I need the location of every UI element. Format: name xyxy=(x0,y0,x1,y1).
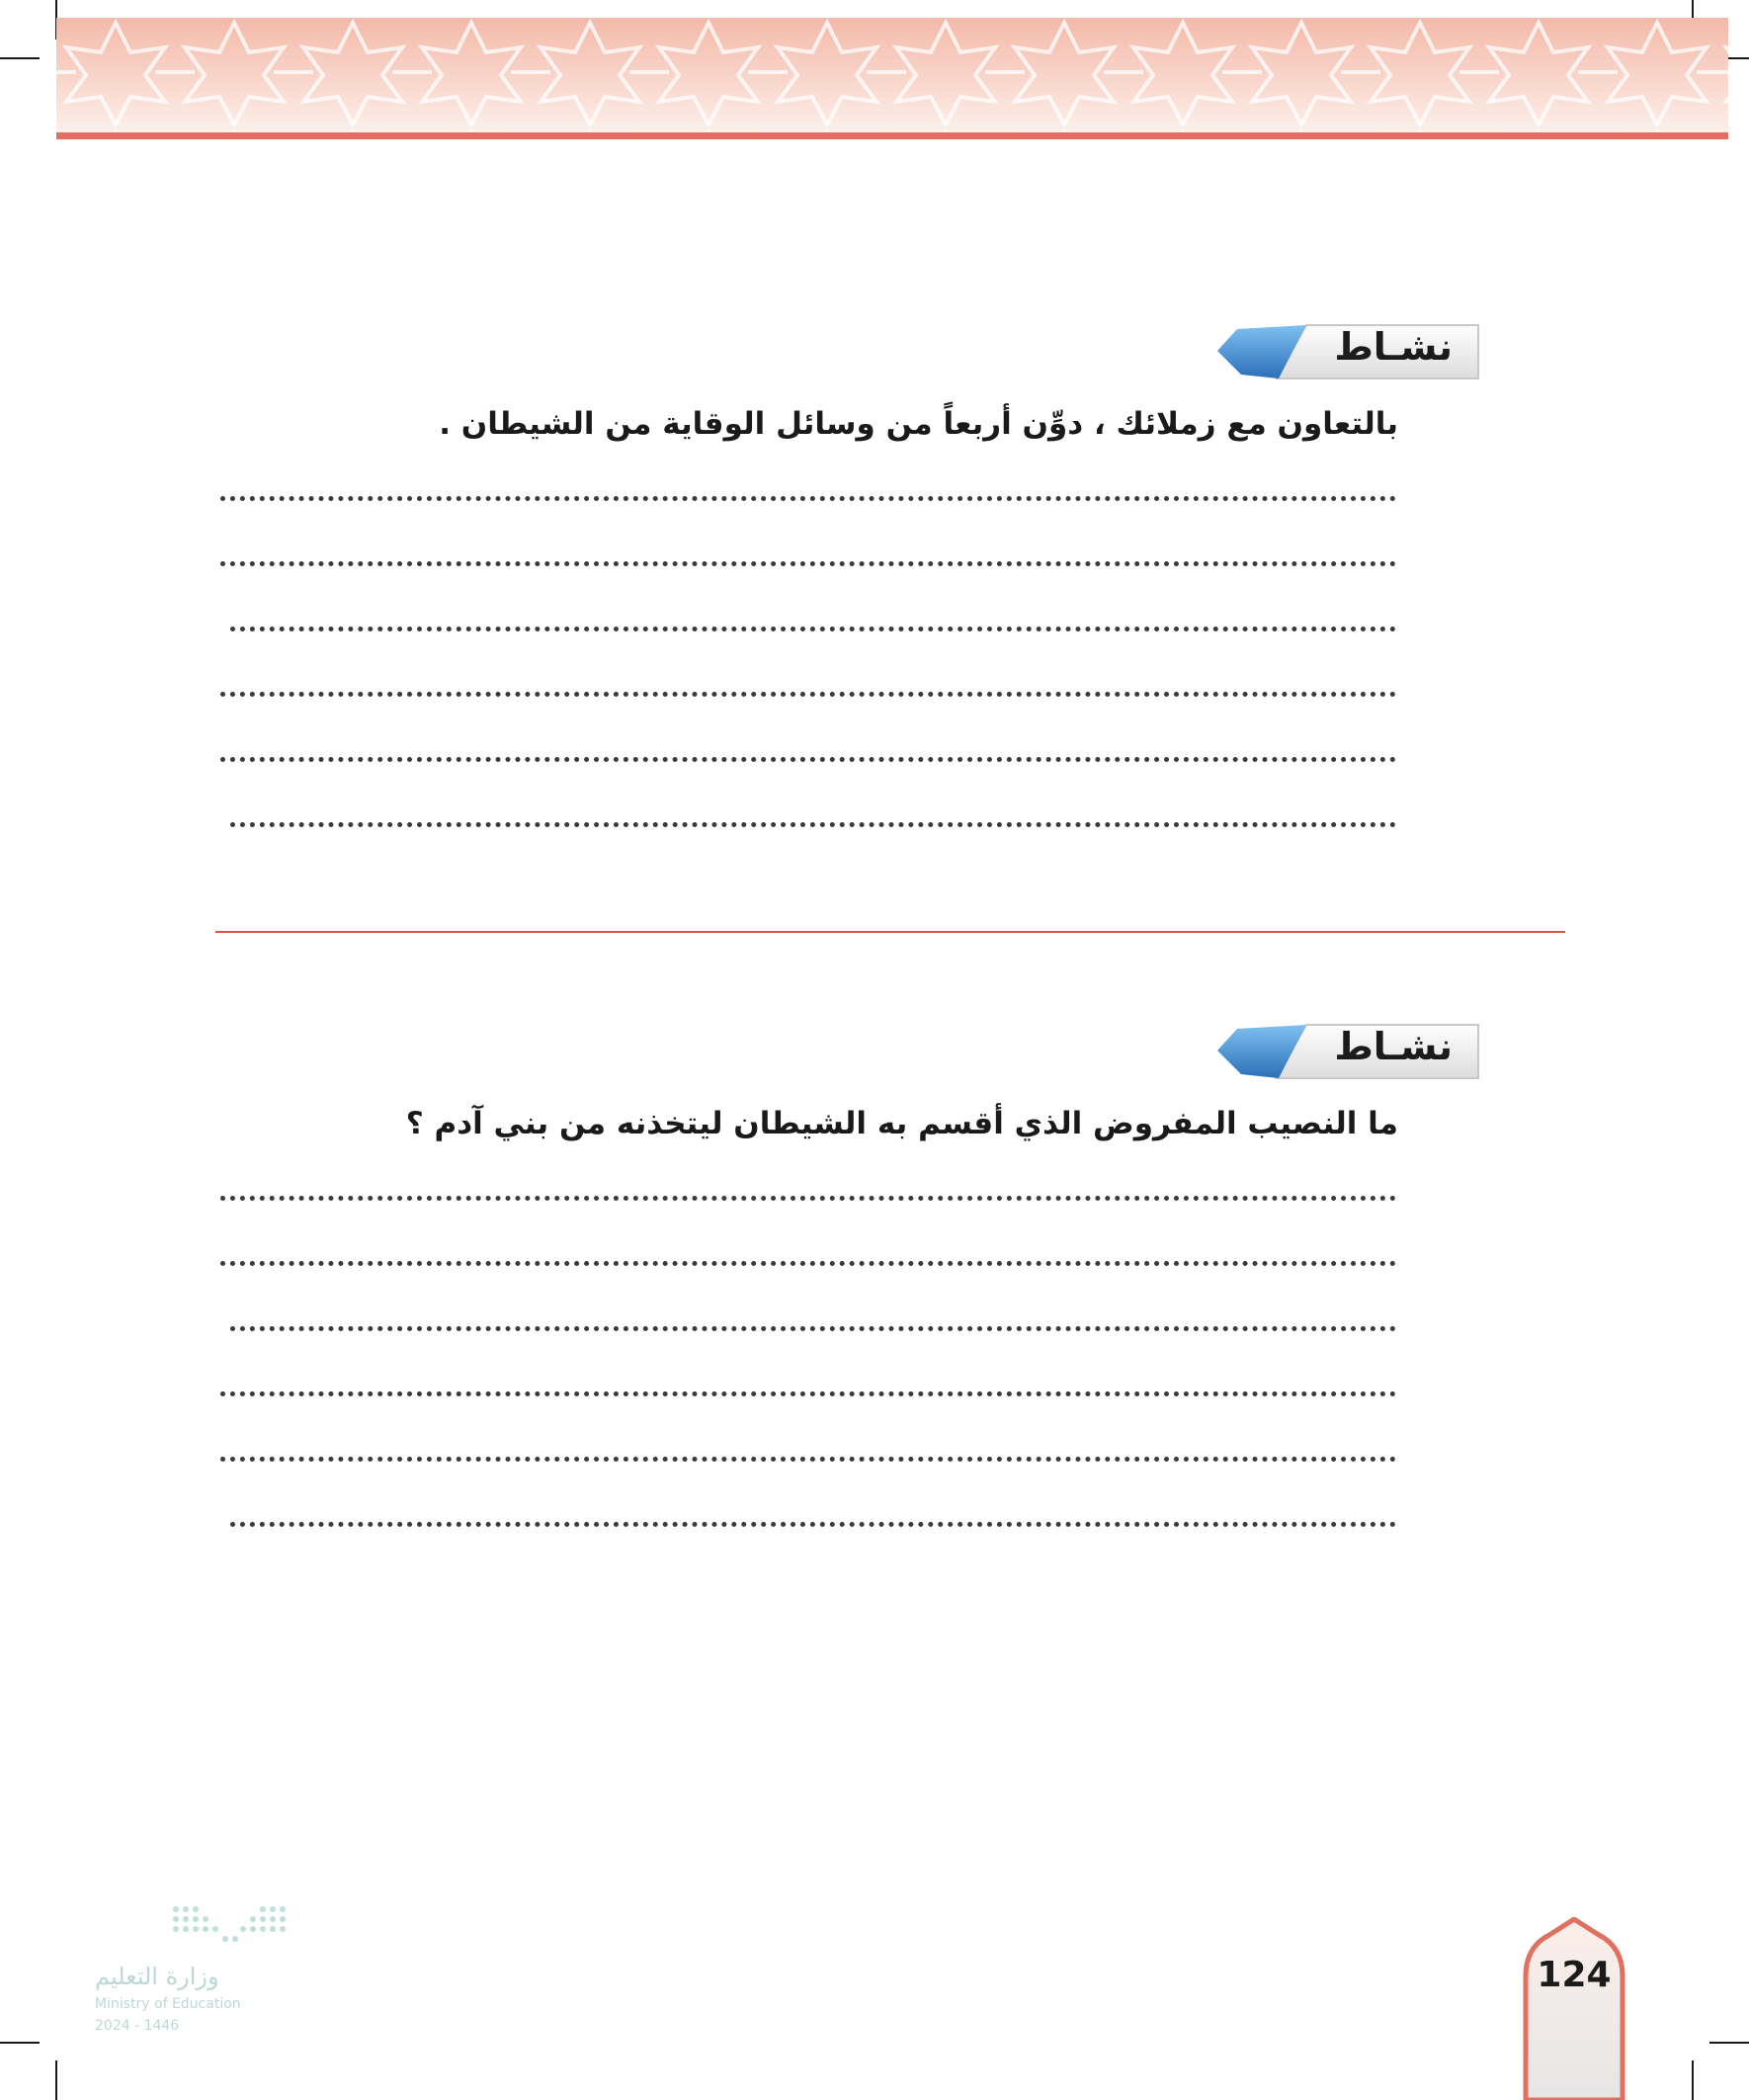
crop-mark xyxy=(0,2042,40,2044)
page-number-tab xyxy=(1520,1917,1628,2100)
answer-line[interactable] xyxy=(220,496,1396,501)
answer-line[interactable] xyxy=(230,1326,1396,1331)
answer-line[interactable] xyxy=(220,1391,1396,1396)
answer-line[interactable] xyxy=(220,561,1396,566)
crop-mark xyxy=(1692,2060,1694,2100)
ministry-name-ar: وزارة التعليم xyxy=(95,1963,219,1990)
section-divider xyxy=(215,931,1565,933)
activity-question: بالتعاون مع زملائك ، دوِّن أربعاً من وسائل الوقاية من الشيطان . xyxy=(439,406,1398,442)
answer-line[interactable] xyxy=(220,1196,1396,1201)
crop-mark xyxy=(55,2060,57,2100)
answer-line[interactable] xyxy=(220,1457,1396,1462)
answer-line[interactable] xyxy=(220,1261,1396,1266)
page-number: 124 xyxy=(1537,1955,1612,1995)
answer-line[interactable] xyxy=(220,757,1396,762)
answer-line[interactable] xyxy=(220,692,1396,697)
activity-question: ما النصيب المفروض الذي أقسم به الشيطان ليتخذنه من بني آدم ؟ xyxy=(405,1106,1398,1141)
activity-badge xyxy=(1215,321,1482,384)
crop-mark xyxy=(0,57,40,59)
activity-label: نشـاط xyxy=(1334,325,1453,369)
answer-line[interactable] xyxy=(230,1522,1396,1527)
edition-year: 2024 - 1446 xyxy=(95,2018,180,2034)
answer-line[interactable] xyxy=(230,822,1396,827)
header-pattern-band xyxy=(56,18,1728,139)
crop-mark xyxy=(1709,2042,1749,2044)
ministry-name-en: Ministry of Education xyxy=(95,1996,241,2012)
activity-label: نشـاط xyxy=(1334,1025,1453,1068)
activity-badge xyxy=(1215,1021,1482,1084)
answer-line[interactable] xyxy=(230,627,1396,631)
ministry-logo xyxy=(95,1897,332,2036)
